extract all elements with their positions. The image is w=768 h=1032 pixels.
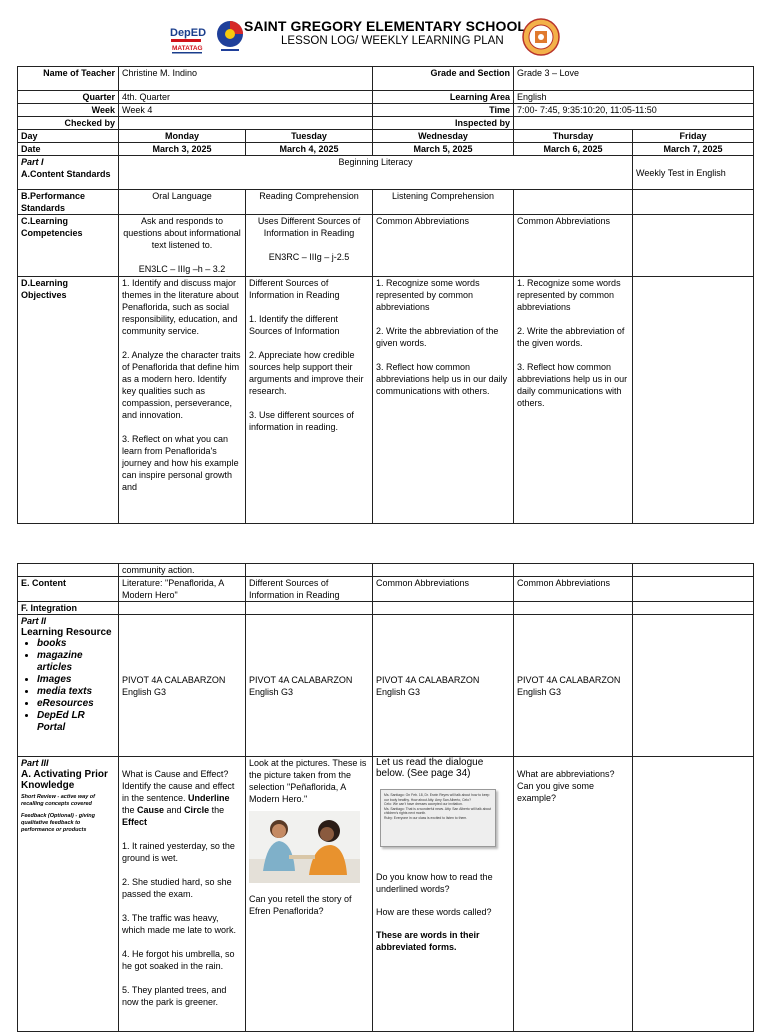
lesson-plan-table-2	[17, 563, 754, 1032]
date-monday: March 3, 2025	[119, 143, 246, 156]
dialogue-line: Celo: We can't have dresses accepted our invitation.	[384, 802, 463, 807]
resource-wednesday: PIVOT 4A CALABARZON English G3	[373, 615, 514, 757]
tuesday-picture-prompt: Look at the pictures. These is the picture taken from the selection "Peñaflorida, A Modern Hero."	[249, 758, 367, 804]
day-thursday: Thursday	[514, 130, 633, 143]
resource-item: • media texts	[37, 686, 115, 698]
competencies-tuesday: Uses Different Sources of Information in Reading EN3RC – IIIg – j-2.5	[246, 215, 373, 277]
date-friday: March 7, 2025	[633, 143, 754, 156]
continuation-row	[18, 564, 754, 577]
matatag-logo-text: MATATAG	[172, 45, 203, 52]
performance-thursday	[514, 190, 633, 215]
apk-friday	[633, 757, 754, 1032]
competencies-row	[18, 215, 754, 277]
inspected-label: Inspected by	[373, 117, 514, 130]
performance-tuesday: Reading Comprehension	[246, 190, 373, 215]
area-value: English	[514, 91, 754, 104]
monday-intro-and: and	[164, 805, 185, 815]
activating-prior-knowledge-row	[18, 757, 754, 1032]
page-header	[0, 0, 768, 66]
wednesday-dialogue-intro: Let us read the dialogue below. (See page 34)	[376, 757, 484, 779]
document-subtitle: LESSON LOG/ WEEKLY LEARNING PLAN	[281, 35, 504, 47]
day-monday: Monday	[119, 130, 246, 143]
dialogue-line: Ms. Santiago: On Feb. 18, Dr. Erwin Reyes will talk about how to keep our body healthy. How about Atty. Amy San Alberto, Celo?	[384, 793, 490, 802]
date-label: Date	[18, 143, 119, 156]
inspected-value	[514, 117, 754, 130]
monday-item: 5. They planted trees, and now the park is greener.	[122, 985, 227, 1007]
tutoring-photo	[249, 811, 360, 883]
part-3-label: Part III	[21, 758, 49, 768]
content-row	[18, 577, 754, 602]
content-standards-value: Beginning Literacy	[119, 156, 633, 190]
apk-monday	[119, 757, 246, 1032]
resource-item: • Images	[37, 674, 115, 686]
tuesday-retell-question: Can you retell the story of Efren Penaflorida?	[249, 894, 352, 916]
apk-label: A. Activating Prior Knowledge	[21, 769, 108, 791]
dialogue-line: Ruby: Everyone in our class is excited to listen to them.	[384, 815, 468, 820]
resource-item: • magazine articles	[37, 650, 115, 674]
content-wednesday: Common Abbreviations	[373, 577, 514, 602]
time-value: 7:00- 7:45, 9:35:10:20, 11:05-11:50	[514, 104, 754, 117]
content-standards-friday: Weekly Test in English	[633, 156, 754, 190]
performance-monday: Oral Language	[119, 190, 246, 215]
day-friday: Friday	[633, 130, 754, 143]
monday-intro-effect: Effect	[122, 817, 148, 827]
objectives-wednesday: 1. Recognize some words represented by common abbreviations 2. Write the abbreviation of the given words. 3. Reflect how common abbreviations help us in our daily communications with others.	[373, 277, 514, 524]
date-row	[18, 143, 754, 156]
performance-friday	[633, 190, 754, 215]
apk-note-review: Short Review - active way of recalling concepts covered	[21, 794, 95, 807]
school-name: SAINT GREGORY ELEMENTARY SCHOOL	[244, 18, 527, 34]
resource-monday: PIVOT 4A CALABARZON English G3	[119, 615, 246, 757]
week-value: Week 4	[119, 104, 373, 117]
objectives-monday: 1. Identify and discuss major themes in the literature about Penaflorida, such as social responsibility, education, and community service. 2. Analyze the character traits of Penaflorida that define him as a modern hero. Identify key qualities such as compassion, perseverance, and innovation. 3. Reflect on what you can learn from Penaflorida's journey and how his example can inspire personal growth and	[119, 277, 246, 524]
info-row-checked	[18, 117, 754, 130]
competencies-monday: Ask and responds to questions about informational text listened to. EN3LC – IIIg –h – 3.2	[119, 215, 246, 277]
performance-standards-row	[18, 190, 754, 215]
performance-wednesday: Listening Comprehension	[373, 190, 514, 215]
deped-matatag-logo	[169, 22, 221, 56]
dialogue-image	[380, 789, 496, 847]
date-tuesday: March 4, 2025	[246, 143, 373, 156]
teacher-name: Christine M. Indino	[119, 67, 373, 91]
quarter-label: Quarter	[18, 91, 119, 104]
day-wednesday: Wednesday	[373, 130, 514, 143]
deped-logo-text: DepED	[170, 27, 207, 39]
info-row-name	[18, 67, 754, 91]
content-standards-label-cell	[18, 156, 119, 190]
part-1-label: Part I	[21, 157, 44, 167]
monday-intro-text: What is Cause and Effect? Identify the cause and effect in the sentence.	[122, 769, 235, 803]
competencies-friday	[633, 215, 754, 277]
resource-item: • books	[37, 638, 115, 650]
date-wednesday: March 5, 2025	[373, 143, 514, 156]
competencies-label: C.Learning Competencies	[18, 215, 119, 277]
thursday-question: What are abbreviations? Can you give some example?	[517, 769, 615, 803]
day-label: Day	[18, 130, 119, 143]
content-monday: Literature: "Penaflorida, A Modern Hero"	[119, 577, 246, 602]
integration-row	[18, 602, 754, 615]
info-row-week	[18, 104, 754, 117]
monday-intro-cause: Cause	[137, 805, 165, 815]
wednesday-question-1: Do you know how to read the underlined words?	[376, 872, 493, 894]
dialogue-line: Ms. Santiago: That is a wonderful news. Atty. San Alberto will talk about children's rights next month.	[384, 806, 492, 816]
bagong-pilipinas-logo	[215, 19, 245, 55]
objectives-tuesday: Different Sources of Information in Reading 1. Identify the different Sources of Information 2. Appreciate how credible sources help support their arguments and improve their research. 3. Use different sources of information in reading.	[246, 277, 373, 524]
resource-tuesday: PIVOT 4A CALABARZON English G3	[246, 615, 373, 757]
performance-standards-label: B.Performance Standards	[18, 190, 119, 215]
objectives-continuation: community action.	[119, 564, 246, 577]
learning-resource-row	[18, 615, 754, 757]
apk-wednesday	[373, 757, 514, 1032]
apk-tuesday	[246, 757, 373, 1032]
quarter-value: 4th. Quarter	[119, 91, 373, 104]
day-tuesday: Tuesday	[246, 130, 373, 143]
week-label: Week	[18, 104, 119, 117]
grade-value: Grade 3 – Love	[514, 67, 754, 91]
resource-thursday: PIVOT 4A CALABARZON English G3	[514, 615, 633, 757]
learning-resource-label: Learning Resource	[21, 627, 112, 638]
grade-label: Grade and Section	[373, 67, 514, 91]
monday-item: 1. It rained yesterday, so the ground is wet.	[122, 841, 235, 863]
content-thursday: Common Abbreviations	[514, 577, 633, 602]
objectives-row	[18, 277, 754, 524]
info-row-quarter	[18, 91, 754, 104]
area-label: Learning Area	[373, 91, 514, 104]
wednesday-answer: These are words in their abbreviated forms.	[376, 930, 480, 952]
content-label: E. Content	[18, 577, 119, 602]
date-thursday: March 6, 2025	[514, 143, 633, 156]
content-tuesday: Different Sources of Information in Reading	[246, 577, 373, 602]
learning-resource-label-cell	[18, 615, 119, 757]
lesson-plan-table-1	[17, 66, 754, 524]
apk-label-cell	[18, 757, 119, 1032]
apk-note-feedback: Feedback (Optional) - giving qualitative feedback to performance or products	[21, 813, 95, 833]
day-row	[18, 130, 754, 143]
name-label: Name of Teacher	[18, 67, 119, 91]
objectives-thursday: 1. Recognize some words represented by common abbreviations 2. Write the abbreviation of the given words. 3. Reflect how common abbreviations help us in our daily communications with others.	[514, 277, 633, 524]
monday-item: 4. He forgot his umbrella, so he got soaked in the rain.	[122, 949, 235, 971]
resource-item: • eResources	[37, 698, 115, 710]
monday-intro-circle: Circle	[184, 805, 210, 815]
monday-item: 2. She studied hard, so she passed the exam.	[122, 877, 232, 899]
objectives-label: D.Learning Objectives	[18, 277, 119, 524]
resource-list	[21, 638, 115, 734]
monday-item: 3. The traffic was heavy, which made me late to work.	[122, 913, 237, 935]
part-2-label: Part II	[21, 616, 47, 626]
monday-instructions	[122, 768, 242, 828]
time-label: Time	[373, 104, 514, 117]
competencies-thursday: Common Abbreviations	[514, 215, 633, 277]
competencies-wednesday: Common Abbreviations	[373, 215, 514, 277]
content-standards-row	[18, 156, 754, 190]
school-seal-logo	[522, 18, 560, 56]
integration-label: F. Integration	[18, 602, 119, 615]
checked-label: Checked by	[18, 117, 119, 130]
objectives-friday	[633, 277, 754, 524]
monday-intro-the: the	[122, 805, 138, 815]
monday-intro-the-2: the	[209, 805, 225, 815]
wednesday-question-2: How are these words called?	[376, 907, 492, 917]
resource-item: • DepEd LR Portal	[37, 710, 115, 734]
apk-thursday	[514, 757, 633, 1032]
checked-value	[119, 117, 373, 130]
monday-intro-underline: Underline	[188, 793, 230, 803]
content-standards-label: A.Content Standards	[21, 169, 111, 179]
